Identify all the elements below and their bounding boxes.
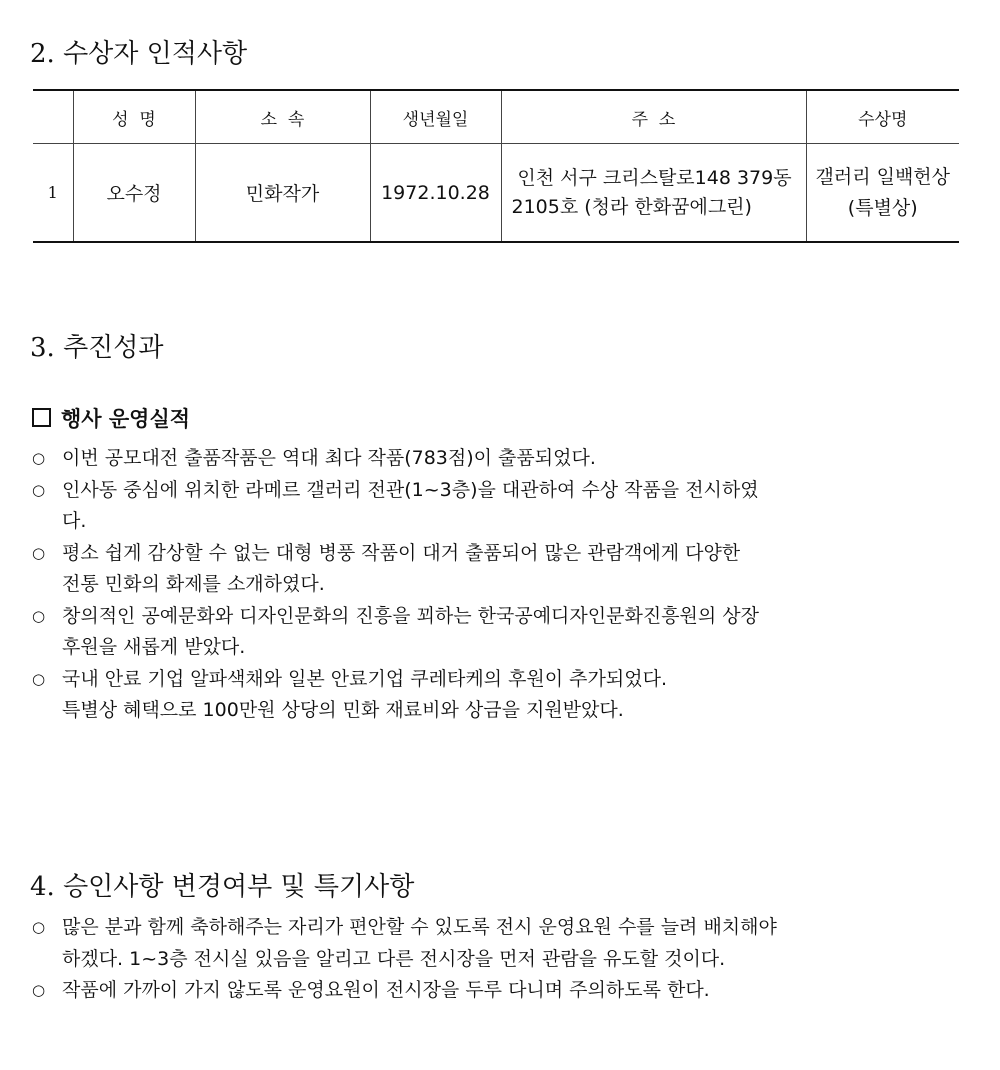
- circle-bullet-icon: ○: [32, 981, 46, 999]
- checkbox-square-icon: [32, 408, 51, 427]
- cell-birthdate: 1972.10.28: [370, 144, 501, 243]
- cell-award: 갤러리 일백헌상 (특별상): [806, 144, 959, 243]
- section3-bullet-list: [32, 443, 759, 727]
- list-item: [32, 664, 759, 727]
- section4-bullet-list: [32, 912, 777, 1007]
- list-item: [32, 538, 759, 601]
- bullet-line: 하겠다. 1~3층 전시실 있음을 알리고 다른 전시장을 먼저 관람을 유도할 것이다.: [62, 947, 726, 970]
- section4-title: 4. 승인사항 변경여부 및 특기사항: [30, 872, 415, 902]
- circle-bullet-icon: ○: [32, 918, 46, 936]
- recipient-table: [33, 89, 959, 243]
- header-no: [33, 90, 73, 144]
- bullet-line: 인사동 중심에 위치한 라메르 갤러리 전관(1~3층)을 대관하여 수상 작품을 전시하였: [62, 478, 759, 501]
- section3-title: 3. 추진성과: [30, 333, 164, 363]
- list-item: [32, 601, 759, 664]
- bullet-line: 후원을 새롭게 받았다.: [62, 636, 246, 658]
- table-header-row: [33, 90, 959, 144]
- circle-bullet-icon: ○: [32, 480, 46, 499]
- bullet-line: 전통 민화의 화제를 소개하였다.: [62, 573, 325, 595]
- cell-affiliation: 민화작가: [195, 144, 370, 243]
- bullet-line: 국내 안료 기업 알파색채와 일본 안료기업 쿠레타케의 후원이 추가되었다.: [62, 667, 667, 690]
- event-results-label: 행사 운영실적: [61, 407, 191, 431]
- circle-bullet-icon: ○: [32, 449, 46, 467]
- bullet-line: 창의적인 공예문화와 디자인문화의 진흥을 꾀하는 한국공예디자인문화진흥원의 상장: [62, 604, 759, 627]
- section2-title: 2. 수상자 인적사항: [30, 39, 248, 69]
- circle-bullet-icon: ○: [32, 606, 46, 625]
- bullet-line: 평소 쉽게 감상할 수 없는 대형 병풍 작품이 대거 출품되어 많은 관람객에게 다양한: [62, 541, 741, 564]
- bullet-line: 특별상 혜택으로 100만원 상당의 민화 재료비와 상금을 지원받았다.: [62, 699, 624, 721]
- bullet-line: 다.: [62, 510, 87, 532]
- list-item: [32, 912, 777, 975]
- header-affiliation: 소 속: [195, 90, 370, 144]
- cell-name: 오수정: [73, 144, 195, 243]
- header-birthdate: 생년월일: [370, 90, 501, 144]
- table-row: [33, 144, 959, 243]
- bullet-line: 많은 분과 함께 축하해주는 자리가 편안할 수 있도록 전시 운영요원 수를 늘려 배치해야: [62, 916, 777, 938]
- bullet-line: 이번 공모대전 출품작품은 역대 최다 작품(783점)이 출품되었다.: [62, 447, 596, 469]
- event-results-heading: [32, 404, 190, 434]
- cell-no: 1: [33, 144, 73, 243]
- header-award: 수상명: [806, 90, 959, 144]
- list-item: [32, 443, 759, 475]
- list-item: [32, 975, 777, 1007]
- list-item: [32, 475, 759, 538]
- cell-address: 인천 서구 크리스탈로148 379동 2105호 (청라 한화꿈에그린): [501, 144, 806, 243]
- circle-bullet-icon: ○: [32, 543, 46, 562]
- bullet-line: 작품에 가까이 가지 않도록 운영요원이 전시장을 두루 다니며 주의하도록 한다.: [62, 979, 710, 1001]
- header-name: 성 명: [73, 90, 195, 144]
- circle-bullet-icon: ○: [32, 669, 46, 688]
- header-address: 주 소: [501, 90, 806, 144]
